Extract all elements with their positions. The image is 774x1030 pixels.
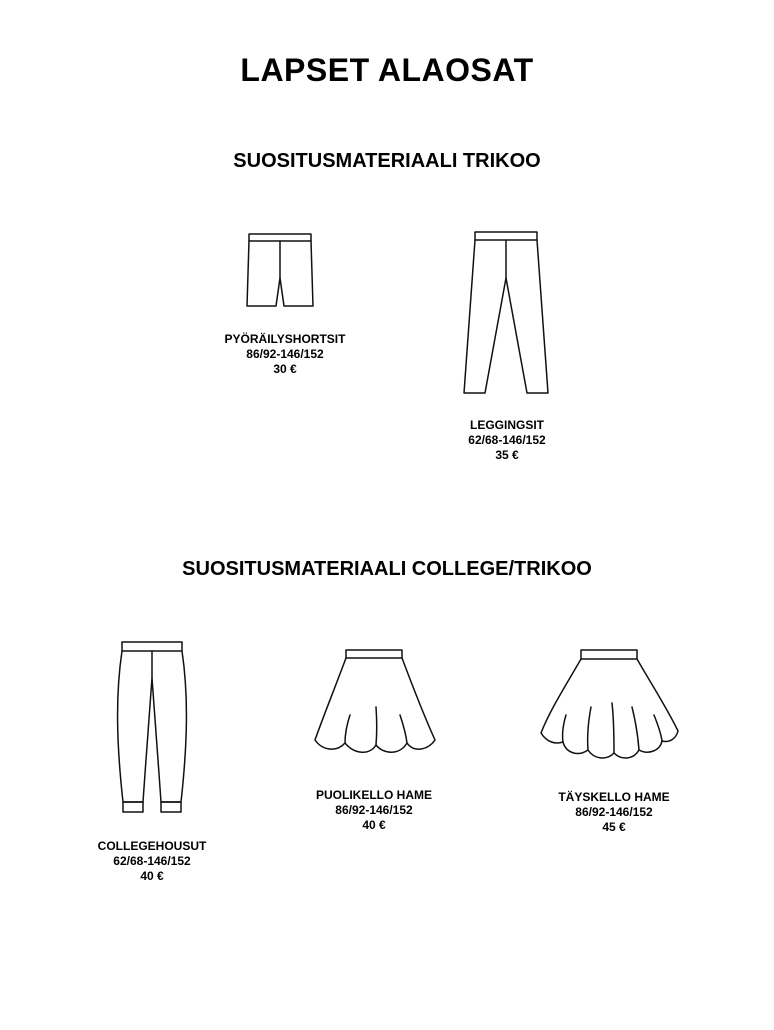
product-sizes: 62/68-146/152: [113, 854, 191, 868]
section-title-college-trikoo: SUOSITUSMATERIAALI COLLEGE/TRIKOO: [182, 558, 592, 580]
product-half-circle-skirt: [294, 788, 454, 833]
product-name: PYÖRÄILYSHORTSIT: [224, 332, 346, 346]
half-circle-skirt-icon: [310, 645, 440, 760]
product-price: 40 €: [140, 869, 164, 883]
product-full-circle-skirt: [534, 790, 694, 835]
product-price: 35 €: [495, 448, 519, 462]
section-title-trikoo: SUOSITUSMATERIAALI TRIKOO: [233, 150, 541, 172]
product-name: PUOLIKELLO HAME: [316, 788, 432, 802]
leggings-icon: [458, 228, 554, 400]
product-price: 40 €: [362, 818, 386, 832]
product-name: COLLEGEHOUSUT: [97, 839, 207, 853]
sweatpants-icon: [112, 638, 192, 818]
product-price: 30 €: [273, 362, 297, 376]
product-sizes: 86/92-146/152: [246, 347, 324, 361]
product-sizes: 86/92-146/152: [575, 805, 653, 819]
full-circle-skirt-icon: [536, 645, 682, 763]
product-name: LEGGINGSIT: [469, 418, 544, 432]
product-leggings: [427, 418, 587, 463]
product-bike-shorts: [205, 332, 365, 377]
product-price: 45 €: [602, 820, 626, 834]
product-sweatpants: [72, 839, 232, 884]
product-sizes: 86/92-146/152: [335, 803, 413, 817]
product-sizes: 62/68-146/152: [468, 433, 546, 447]
bike-shorts-icon: [240, 228, 320, 312]
page-title: LAPSET ALAOSAT: [240, 52, 534, 88]
product-name: TÄYSKELLO HAME: [558, 790, 670, 804]
